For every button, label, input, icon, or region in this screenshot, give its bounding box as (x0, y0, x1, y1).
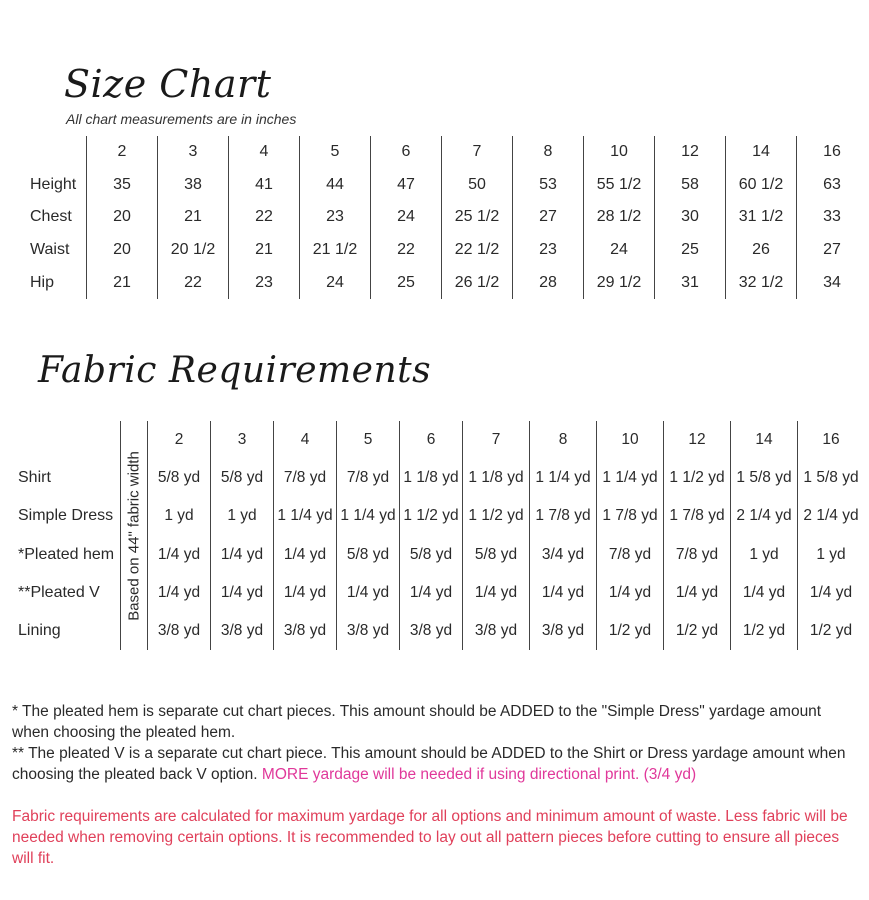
table-cell: 1 1/4 yd (530, 459, 597, 497)
table-cell: 34 (797, 266, 868, 299)
size-header-cell: 7 (442, 136, 513, 169)
row-label: Lining (18, 622, 61, 640)
table-cell: 60 1/2 (726, 169, 797, 202)
table-cell: 3/8 yd (463, 612, 530, 650)
size-header-cell: 2 (87, 136, 158, 169)
table-cell: 24 (371, 201, 442, 234)
table-cell: 1 1/8 yd (463, 459, 530, 497)
table-cell: 5/8 yd (211, 459, 274, 497)
table-cell: 1/4 yd (798, 574, 865, 612)
table-cell: 1/4 yd (274, 574, 337, 612)
measurement-row-waist (30, 234, 867, 267)
table-cell: 1 yd (148, 497, 211, 535)
table-cell: 38 (158, 169, 229, 202)
corner-cell (18, 421, 121, 459)
size-header-cell: 14 (731, 421, 798, 459)
size-header-cell: 2 (148, 421, 211, 459)
table-cell: 27 (797, 234, 868, 267)
fabric-header-row (18, 421, 864, 459)
table-cell: 3/8 yd (211, 612, 274, 650)
table-cell: 47 (371, 169, 442, 202)
table-cell: 1 yd (731, 536, 798, 574)
size-header-cell: 16 (798, 421, 865, 459)
table-cell: 3/4 yd (530, 536, 597, 574)
size-header-cell: 10 (597, 421, 664, 459)
table-cell: 1/2 yd (664, 612, 731, 650)
table-cell: 3/8 yd (400, 612, 463, 650)
pleated-v-note-text: ** The pleated V is a separate cut chart piece. This amount should be ADDED to the Shirt or Dress yardage amount when choosing the pleated back V option. (12, 745, 846, 783)
table-cell: 1/2 yd (597, 612, 664, 650)
table-cell: 2 1/4 yd (731, 497, 798, 535)
table-cell: 1 yd (211, 497, 274, 535)
table-cell: 3/8 yd (148, 612, 211, 650)
table-cell: 23 (300, 201, 371, 234)
size-header-cell: 8 (513, 136, 584, 169)
table-cell: 21 (87, 266, 158, 299)
table-cell: 28 (513, 266, 584, 299)
table-cell: 31 (655, 266, 726, 299)
table-cell: 33 (797, 201, 868, 234)
table-cell: 53 (513, 169, 584, 202)
table-cell: 7/8 yd (597, 536, 664, 574)
table-cell: 44 (300, 169, 371, 202)
size-header-cell: 6 (400, 421, 463, 459)
measurement-row-hip (30, 266, 867, 299)
pleated-hem-note: * The pleated hem is separate cut chart pieces. This amount should be ADDED to the "Simple Dress" yardage amount when choosing the pleated hem. (12, 703, 822, 741)
table-cell: 1/4 yd (463, 574, 530, 612)
fabric-width-note: Based on 44" fabric width (125, 450, 143, 621)
table-cell: 2 1/4 yd (798, 497, 865, 535)
size-chart-table (30, 136, 867, 299)
table-cell: 22 (229, 201, 300, 234)
table-cell: 24 (300, 266, 371, 299)
table-cell: 41 (229, 169, 300, 202)
table-cell: 32 1/2 (726, 266, 797, 299)
table-cell: 21 1/2 (300, 234, 371, 267)
table-cell: 35 (87, 169, 158, 202)
table-cell: 1 1/2 yd (463, 497, 530, 535)
table-cell: 28 1/2 (584, 201, 655, 234)
table-cell: 1 7/8 yd (664, 497, 731, 535)
table-cell: 1 1/8 yd (400, 459, 463, 497)
table-cell: 25 1/2 (442, 201, 513, 234)
table-cell: 1 1/2 yd (664, 459, 731, 497)
table-cell: 27 (513, 201, 584, 234)
fabric-calculation-note: Fabric requirements are calculated for maximum yardage for all options and minimum amount of waste. Less fabric will be needed when removing certain options. It is recommended to lay out all pattern pieces before cutting to ensure all pieces will fit. (12, 808, 848, 867)
size-header-cell: 8 (530, 421, 597, 459)
measurement-row-chest (30, 201, 867, 234)
size-header-cell: 5 (337, 421, 400, 459)
fabric-width-note-cell (121, 421, 148, 650)
row-label: Shirt (18, 469, 51, 487)
table-cell: 1/2 yd (798, 612, 865, 650)
table-cell: 1/4 yd (274, 536, 337, 574)
table-cell: 1 5/8 yd (798, 459, 865, 497)
fabric-requirements-title: Fabric Requirements (38, 350, 432, 391)
table-cell: 1 7/8 yd (597, 497, 664, 535)
table-cell: 23 (513, 234, 584, 267)
fabric-requirements-table (18, 421, 864, 650)
row-label: Simple Dress (18, 507, 114, 525)
size-header-row (30, 136, 867, 169)
table-cell: 7/8 yd (274, 459, 337, 497)
row-label: Height (30, 175, 77, 193)
table-cell: 1/4 yd (148, 536, 211, 574)
table-cell: 5/8 yd (148, 459, 211, 497)
size-header-cell: 4 (229, 136, 300, 169)
table-cell: 23 (229, 266, 300, 299)
size-header-cell: 14 (726, 136, 797, 169)
table-cell: 55 1/2 (584, 169, 655, 202)
table-cell: 7/8 yd (337, 459, 400, 497)
table-cell: 1/4 yd (731, 574, 798, 612)
row-label: Waist (30, 241, 70, 259)
table-cell: 7/8 yd (664, 536, 731, 574)
table-cell: 1 1/4 yd (274, 497, 337, 535)
table-cell: 1 1/2 yd (400, 497, 463, 535)
table-cell: 1/4 yd (211, 536, 274, 574)
table-cell: 21 (229, 234, 300, 267)
table-cell: 1/4 yd (337, 574, 400, 612)
table-cell: 22 1/2 (442, 234, 513, 267)
row-label: **Pleated V (18, 583, 100, 601)
table-cell: 1 1/4 yd (597, 459, 664, 497)
pleated-v-note (12, 743, 862, 785)
size-header-cell: 4 (274, 421, 337, 459)
size-header-cell: 12 (664, 421, 731, 459)
size-header-cell: 5 (300, 136, 371, 169)
table-cell: 1/2 yd (731, 612, 798, 650)
corner-cell (30, 136, 87, 169)
size-chart-title: Size Chart (64, 62, 272, 106)
table-cell: 1/4 yd (664, 574, 731, 612)
table-cell: 1/4 yd (400, 574, 463, 612)
table-cell: 26 (726, 234, 797, 267)
row-label: Chest (30, 208, 72, 226)
table-cell: 1 7/8 yd (530, 497, 597, 535)
size-header-cell: 10 (584, 136, 655, 169)
table-cell: 25 (655, 234, 726, 267)
table-cell: 24 (584, 234, 655, 267)
table-cell: 1 5/8 yd (731, 459, 798, 497)
table-cell: 22 (158, 266, 229, 299)
measurement-row-height (30, 169, 867, 202)
table-cell: 5/8 yd (337, 536, 400, 574)
table-cell: 20 1/2 (158, 234, 229, 267)
table-cell: 50 (442, 169, 513, 202)
table-cell: 3/8 yd (274, 612, 337, 650)
table-cell: 1/4 yd (211, 574, 274, 612)
size-header-cell: 12 (655, 136, 726, 169)
row-label: Hip (30, 273, 55, 291)
table-cell: 3/8 yd (530, 612, 597, 650)
table-cell: 1 1/4 yd (337, 497, 400, 535)
size-header-cell: 7 (463, 421, 530, 459)
table-cell: 31 1/2 (726, 201, 797, 234)
table-cell: 3/8 yd (337, 612, 400, 650)
table-cell: 1/4 yd (148, 574, 211, 612)
table-cell: 21 (158, 201, 229, 234)
table-cell: 30 (655, 201, 726, 234)
size-header-cell: 16 (797, 136, 868, 169)
table-cell: 22 (371, 234, 442, 267)
size-header-cell: 6 (371, 136, 442, 169)
table-cell: 20 (87, 234, 158, 267)
table-cell: 20 (87, 201, 158, 234)
table-cell: 63 (797, 169, 868, 202)
table-cell: 5/8 yd (400, 536, 463, 574)
table-cell: 1/4 yd (597, 574, 664, 612)
table-cell: 58 (655, 169, 726, 202)
table-cell: 26 1/2 (442, 266, 513, 299)
size-chart-subtitle: All chart measurements are in inches (66, 111, 297, 127)
size-header-cell: 3 (158, 136, 229, 169)
directional-print-warning: MORE yardage will be needed if using directional print. (3/4 yd) (261, 766, 697, 783)
table-cell: 25 (371, 266, 442, 299)
size-header-cell: 3 (211, 421, 274, 459)
table-cell: 5/8 yd (463, 536, 530, 574)
table-cell: 1/4 yd (530, 574, 597, 612)
table-cell: 1 yd (798, 536, 865, 574)
table-cell: 29 1/2 (584, 266, 655, 299)
row-label: *Pleated hem (18, 545, 115, 563)
